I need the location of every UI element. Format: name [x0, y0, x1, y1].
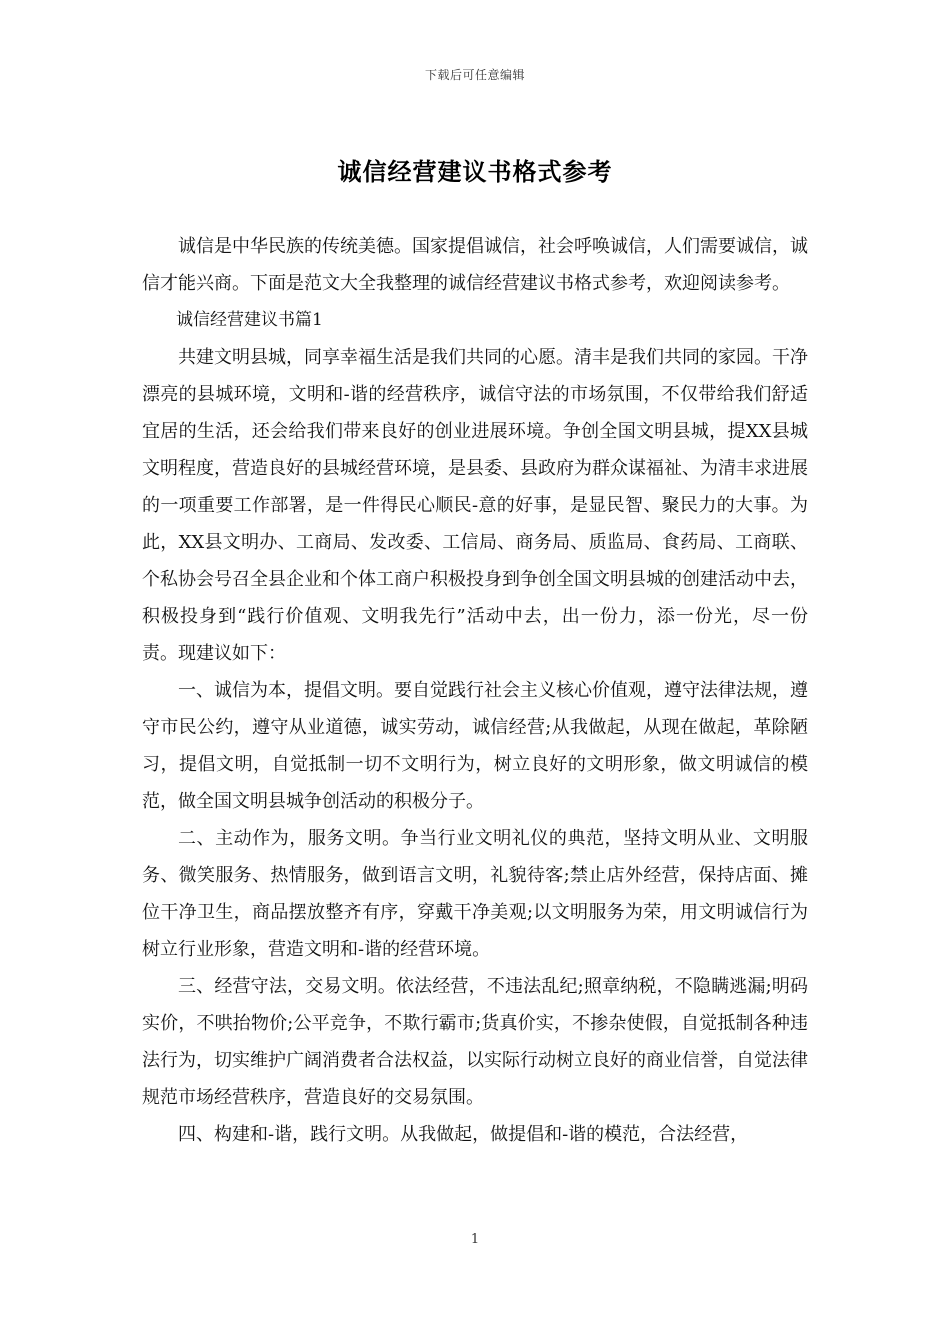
proposal-item-4: 四、构建和-谐，践行文明。从我做起，做提倡和-谐的模范，合法经营，	[178, 1124, 749, 1145]
section-heading: 诚信经营建议书篇1	[176, 310, 323, 330]
proposal-item-1: 一、诚信为本，提倡文明。要自觉践行社会主义核心价值观，遵守法律法规，遵守市民公约，遵守从业道德，诚实劳动，诚信经营;从我做起，从现在做起，革除陋习，提倡文明，自觉抵制一切不文明行为，树立良好的文明形象，做文明诚信的模范，做全国文明县城争创活动的积极分子。	[142, 680, 808, 812]
header-note: 下载后可任意编辑	[424, 68, 525, 82]
proposal-item-3: 三、经营守法，交易文明。依法经营，不违法乱纪;照章纳税，不隐瞒逃漏;明码实价，不哄抬物价;公平竞争，不欺行霸市;货真价实，不掺杂使假，自觉抵制各种违法行为，切实维护广阔消费者合法权益，以实际行动树立良好的商业信誉，自觉法律规范市场经营秩序，营造良好的交易氛围。	[142, 976, 808, 1108]
proposal-item-2: 二、主动作为，服务文明。争当行业文明礼仪的典范，坚持文明从业、文明服务、微笑服务、热情服务，做到语言文明，礼貌待客;禁止店外经营，保持店面、摊位干净卫生，商品摆放整齐有序，穿戴干净美观;以文明服务为荣，用文明诚信行为树立行业形象，营造文明和-谐的经营环境。	[142, 828, 808, 960]
intro-paragraph: 诚信是中华民族的传统美德。国家提倡诚信，社会呼唤诚信，人们需要诚信，诚信才能兴商。下面是范文大全我整理的诚信经营建议书格式参考，欢迎阅读参考。	[142, 236, 808, 294]
document-title: 诚信经营建议书格式参考	[337, 157, 613, 186]
document-body	[142, 228, 808, 1153]
body-paragraph: 共建文明县城，同享幸福生活是我们共同的心愿。清丰是我们共同的家园。干净漂亮的县城环境，文明和-谐的经营秩序，诚信守法的市场氛围，不仅带给我们舒适宜居的生活，还会给我们带来良好的创业进展环境。争创全国文明县城，提XX县城文明程度，营造良好的县城经营环境，是县委、县政府为群众谋福祉、为清丰求进展的一项重要工作部署，是一件得民心顺民-意的好事，是显民智、聚民力的大事。为此，XX县文明办、工商局、发改委、工信局、商务局、质监局、食药局、工商联、个私协会号召全县企业和个体工商户积极投身到争创全国文明县城的创建活动中去，积极投身到“践行价值观、文明我先行”活动中去，出一份力，添一份光，尽一份责。现建议如下：	[142, 347, 808, 664]
page-number: 1	[470, 1232, 480, 1247]
